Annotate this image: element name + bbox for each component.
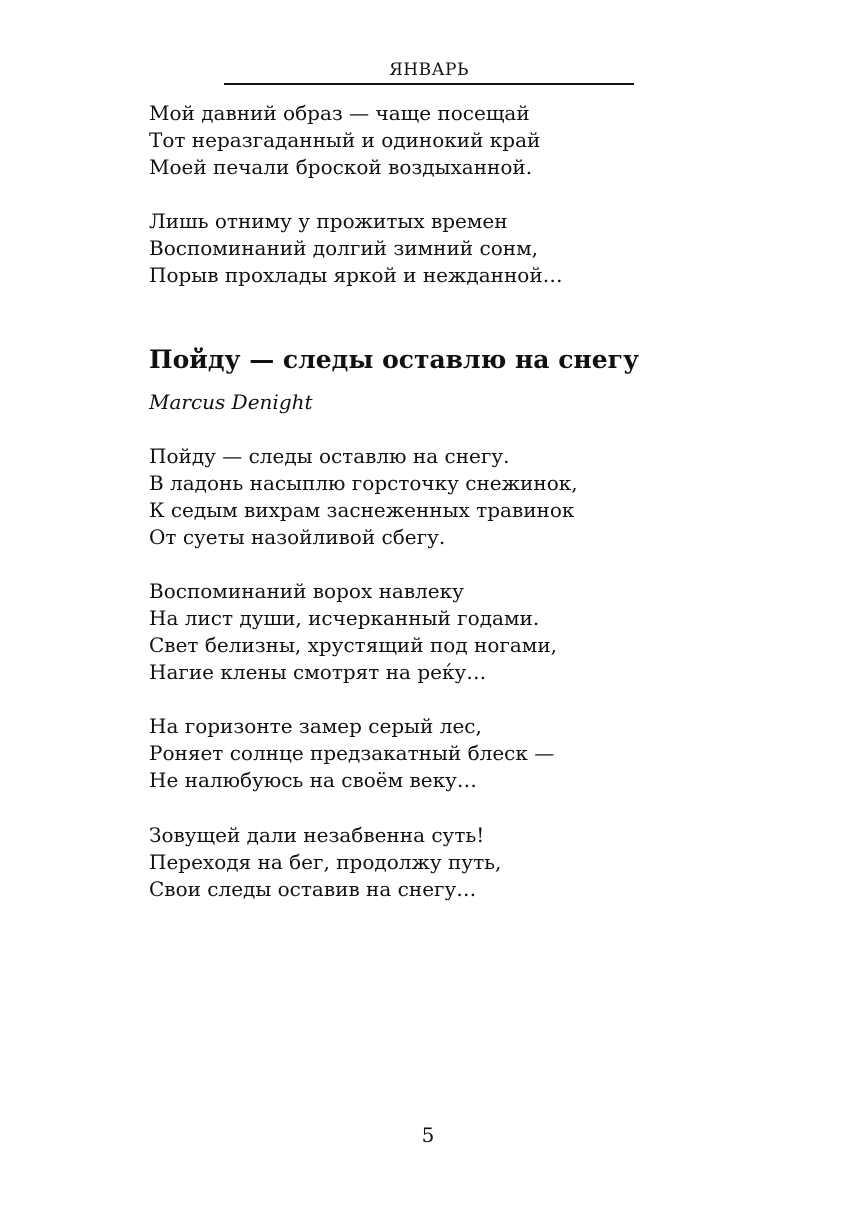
poem-line: Воспоминаний долгий зимний сонм,	[149, 236, 538, 260]
previous-poem-stanza-1	[149, 100, 540, 181]
running-header: ЯНВАРЬ	[224, 60, 634, 85]
poem-line: На горизонте замер серый лес,	[149, 714, 482, 738]
poem-line: Переходя на бег, продолжу путь,	[149, 850, 502, 874]
poem-line: К седым вихрам заснеженных травинок	[149, 498, 575, 522]
poem-line: Моей печали броской воздыханной.	[149, 155, 533, 179]
poem-line: Свет белизны, хрустящий под ногами,	[149, 633, 558, 657]
poem-line: Не налюбуюсь на своём веку…	[149, 768, 477, 792]
poem-line: Порыв прохлады яркой и нежданной…	[149, 263, 563, 287]
poem-title: Пойду — следы оставлю на снегу	[149, 345, 639, 374]
poem-line: Пойду — следы оставлю на снегу.	[149, 444, 510, 468]
poem-stanza-1	[149, 443, 578, 551]
poem-line: Тот неразгаданный и одинокий край	[149, 128, 541, 152]
poem-line: Нагие клены смотрят на реќу…	[149, 660, 487, 684]
poem-line: От суеты назойливой сбегу.	[149, 525, 446, 549]
poem-line: Роняет солнце предзакатный блеск —	[149, 741, 555, 765]
poem-line: Мой давний образ — чаще посещай	[149, 101, 530, 125]
poem-line: Свои следы оставив на снегу…	[149, 877, 477, 901]
poem-line: На лист души, исчерканный годами.	[149, 606, 540, 630]
poem-stanza-3	[149, 713, 554, 794]
poem-line: В ладонь насыплю горсточку снежинок,	[149, 471, 578, 495]
poem-line: Лишь отниму у прожитых времен	[149, 209, 508, 233]
poem-line: Воспоминаний ворох навлеку	[149, 579, 464, 603]
poem-author: Marcus Denight	[149, 390, 313, 414]
page-number: 5	[421, 1123, 435, 1147]
poem-line: Зовущей дали незабвенна суть!	[149, 823, 485, 847]
poem-stanza-2	[149, 578, 557, 686]
previous-poem-stanza-2	[149, 208, 563, 289]
poem-stanza-4	[149, 822, 501, 903]
